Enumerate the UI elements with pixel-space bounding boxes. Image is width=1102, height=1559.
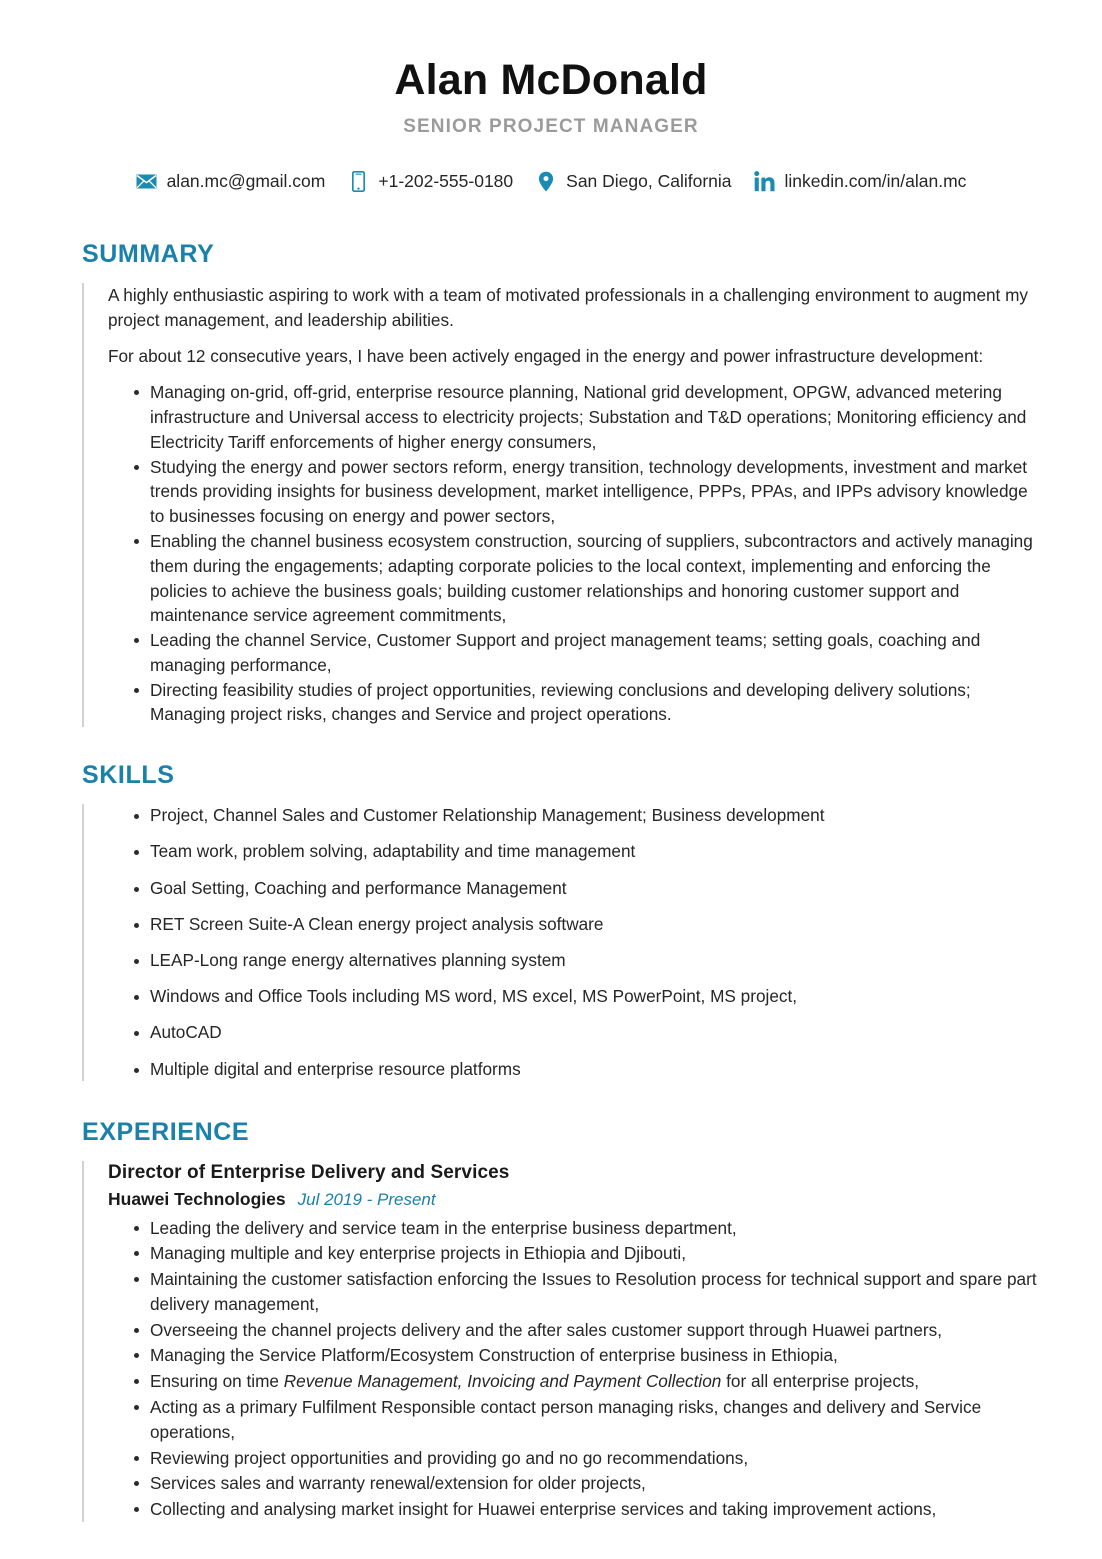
- list-item: [134, 1369, 1040, 1394]
- contact-linkedin[interactable]: [743, 170, 978, 192]
- contact-bar: [0, 170, 1102, 192]
- contact-phone-label: +1-202-555-0180: [378, 170, 514, 191]
- mobile-phone-icon: [347, 170, 369, 192]
- list-item: RET Screen Suite-A Clean energy project analysis software: [134, 913, 1040, 936]
- list-item: Multiple digital and enterprise resource platforms: [134, 1058, 1040, 1081]
- section-experience: [0, 1118, 1102, 1522]
- contact-phone[interactable]: [336, 170, 524, 192]
- bullet-text-pre: Ensuring on time: [150, 1371, 284, 1392]
- list-item: Studying the energy and power sectors reform, energy transition, technology developments, investment and market trends providing insights for business development, market intelligence, PPPs, PPAs, and IPPs advisory knowledge to businesses focusing on energy and power sectors,: [134, 455, 1040, 529]
- list-item: Project, Channel Sales and Customer Relationship Management; Business development: [134, 804, 1040, 827]
- envelope-icon: [136, 170, 158, 192]
- list-item: Leading the channel Service, Customer Support and project management teams; setting goals, coaching and managing performance,: [134, 628, 1040, 678]
- list-item: Directing feasibility studies of project opportunities, reviewing conclusions and developing delivery solutions; Managing project risks, changes and Service and project operations.: [134, 678, 1040, 728]
- section-summary: [0, 240, 1102, 727]
- summary-paragraph: A highly enthusiastic aspiring to work with a team of motivated professionals in a challenging environment to augment my project management, and leadership abilities.: [108, 285, 1029, 330]
- job-meta: [108, 1188, 1040, 1211]
- list-item: LEAP-Long range energy alternatives planning system: [134, 949, 1040, 972]
- list-item: Overseeing the channel projects delivery and the after sales customer support through Huawei partners,: [134, 1318, 1040, 1343]
- section-skills: [0, 761, 1102, 1081]
- experience-body: [82, 1161, 1040, 1522]
- bullet-text-emphasis: Revenue Management, Invoicing and Payment Collection: [283, 1371, 722, 1392]
- contact-email-label: alan.mc@gmail.com: [166, 170, 326, 191]
- list-item: Goal Setting, Coaching and performance Management: [134, 877, 1040, 900]
- list-item: AutoCAD: [134, 1021, 1040, 1044]
- list-item: Reviewing project opportunities and providing go and no go recommendations,: [134, 1446, 1040, 1471]
- linkedin-icon: [754, 170, 776, 192]
- map-pin-icon: [535, 170, 557, 192]
- resume-header: [0, 0, 1102, 192]
- experience-bullet-list: [108, 1216, 1040, 1522]
- page-title: Alan McDonald: [394, 56, 708, 104]
- skills-list: [108, 804, 1040, 1081]
- job-dates: Jul 2019 - Present: [297, 1189, 436, 1209]
- section-title-summary: SUMMARY: [82, 240, 215, 269]
- summary-bullet-list: [108, 380, 1040, 727]
- list-item: Team work, problem solving, adaptability and time management: [134, 840, 1040, 863]
- list-item: Acting as a primary Fulfilment Responsible contact person managing risks, changes and delivery and Service operations,: [134, 1395, 1040, 1445]
- summary-body: [82, 283, 1040, 727]
- list-item: Services sales and warranty renewal/extension for older projects,: [134, 1471, 1040, 1496]
- contact-location[interactable]: [524, 170, 742, 192]
- job-role: Director of Enterprise Delivery and Services: [108, 1161, 510, 1183]
- list-item: Managing multiple and key enterprise projects in Ethiopia and Djibouti,: [134, 1241, 1040, 1266]
- list-item: Managing the Service Platform/Ecosystem Construction of enterprise business in Ethiopia,: [134, 1343, 1040, 1368]
- summary-paragraph: For about 12 consecutive years, I have been actively engaged in the energy and power infrastructure development:: [108, 345, 984, 366]
- contact-linkedin-label: linkedin.com/in/alan.mc: [784, 170, 967, 191]
- contact-email[interactable]: [125, 170, 337, 192]
- section-title-experience: EXPERIENCE: [82, 1117, 250, 1146]
- list-item: Enabling the channel business ecosystem construction, sourcing of suppliers, subcontractors and actively managing them during the engagements; adapting corporate policies to the local context, implementing and enforcing the policies to achieve the business goals; building customer relationships and honoring customer support and maintenance service agreement commitments,: [134, 529, 1040, 628]
- skills-body: [82, 804, 1040, 1081]
- list-item: Maintaining the customer satisfaction enforcing the Issues to Resolution process for technical support and spare part delivery management,: [134, 1267, 1040, 1317]
- experience-entry: [108, 1161, 1040, 1522]
- bullet-text-post: for all enterprise projects,: [721, 1371, 920, 1392]
- job-company: Huawei Technologies: [108, 1188, 286, 1209]
- list-item: Managing on-grid, off-grid, enterprise resource planning, National grid development, OPGW, advanced metering infrastructure and Universal access to electricity projects; Substation and T&D operations; Monitoring efficiency and Electricity Tariff enforcements of higher energy consumers,: [134, 380, 1040, 454]
- list-item: Leading the delivery and service team in the enterprise business department,: [134, 1216, 1040, 1241]
- section-title-skills: SKILLS: [82, 761, 175, 790]
- list-item: Collecting and analysing market insight for Huawei enterprise services and taking improvement actions,: [134, 1497, 1040, 1522]
- list-item: Windows and Office Tools including MS word, MS excel, MS PowerPoint, MS project,: [134, 985, 1040, 1008]
- header-job-title: SENIOR PROJECT MANAGER: [403, 116, 699, 138]
- contact-location-label: San Diego, California: [566, 170, 732, 191]
